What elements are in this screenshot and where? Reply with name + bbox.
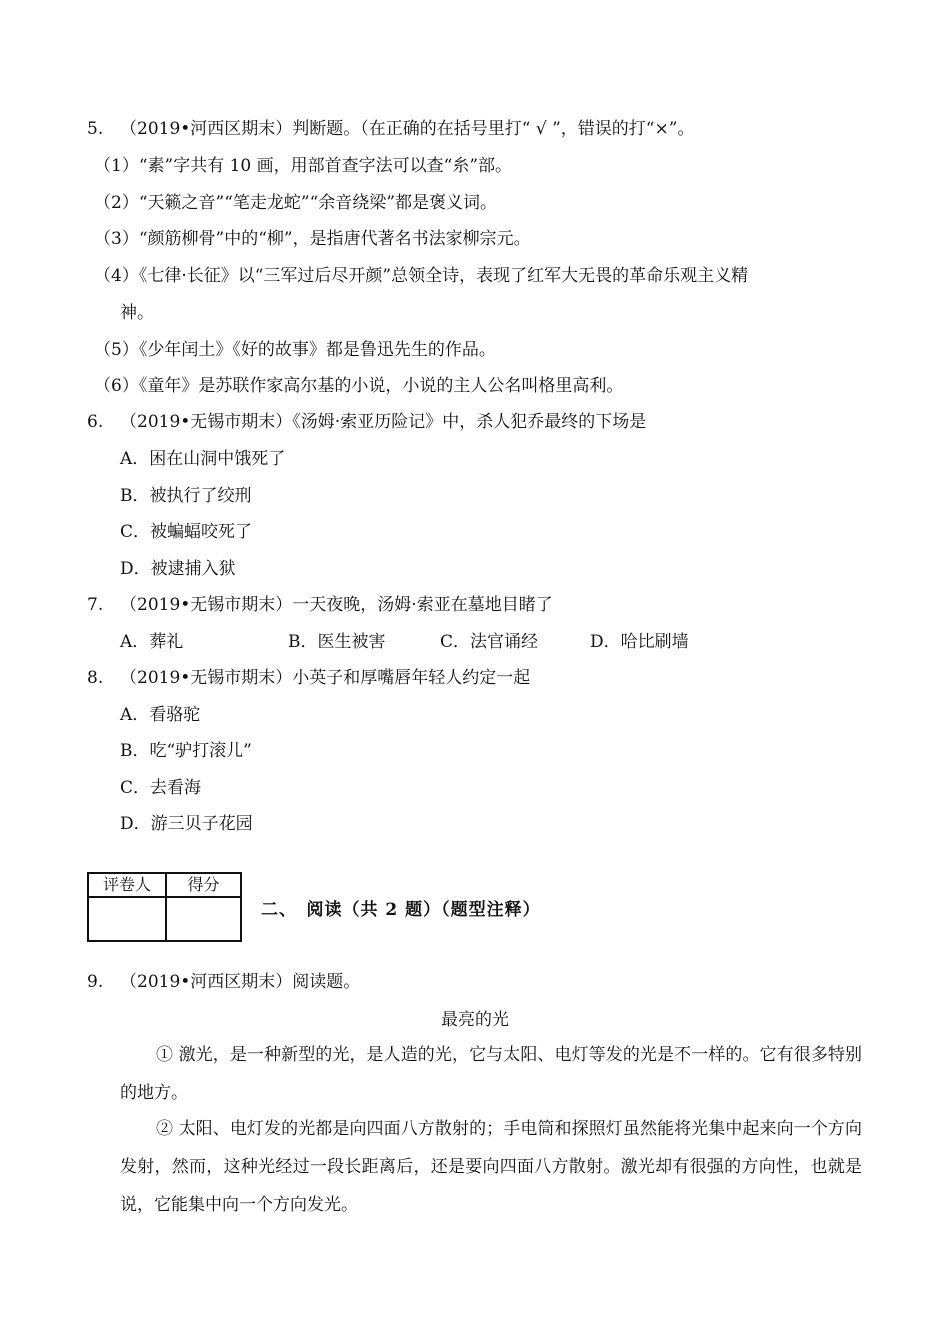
q6-number: 6. xyxy=(87,412,104,432)
reviewer-label: 评卷人 xyxy=(102,875,151,894)
q7-number: 7. xyxy=(87,595,104,615)
q5-item-3: （3）“颜筋柳骨”中的“柳”，是指唐代著名书法家柳宗元。 xyxy=(94,229,531,249)
section-title: 二、 阅读（共 2 题）（题型注释） xyxy=(261,900,541,920)
q8-option-c: C．去看海 xyxy=(120,778,202,798)
passage-paragraph-1: ① 激光，是一种新型的光，是人造的光，它与太阳、电灯等发的光是不一样的。它有很多特别的地方。 xyxy=(120,1045,862,1103)
q5-stem: （2019•河西区期末）判断题。（在正确的在括号里打“ √ ”，错误的打“×”。 xyxy=(120,119,695,139)
score-table xyxy=(87,872,242,942)
q6-option-a: A．困在山洞中饿死了 xyxy=(120,449,286,469)
q9-number: 9. xyxy=(87,972,104,992)
q7-option-a: A．葬礼 xyxy=(120,632,184,652)
q7-option-c: C．法官诵经 xyxy=(440,632,539,652)
passage-paragraph-2: ② 太阳、电灯发的光都是向四面八方散射的；手电筒和探照灯虽然能将光集中起来向一个方向发射，然而，这种光经过一段长距离后，还是要向四面八方散射。激光却有很强的方向性，也就是说，它能集中向一个方向发光。 xyxy=(120,1119,862,1215)
q5-item-1: （1）“素”字共有 10 画，用部首查字法可以查“糸”部。 xyxy=(94,156,513,176)
q8-option-d: D．游三贝子花园 xyxy=(120,814,253,834)
q5-item-4: （4）《七律·长征》以“三军过后尽开颜”总领全诗，表现了红军大无畏的革命乐观主义精 xyxy=(94,266,749,286)
score-label: 得分 xyxy=(187,875,220,894)
q6-option-d: D．被逮捕入狱 xyxy=(120,559,236,579)
q7-option-d: D．哈比刷墙 xyxy=(590,632,689,652)
q5-number: 5. xyxy=(87,119,104,139)
q8-option-b: B．吃“驴打滚儿” xyxy=(120,741,252,761)
q6-option-b: B．被执行了绞刑 xyxy=(120,486,252,506)
q5-item-5: （5）《少年闰土》《好的故事》都是鲁迅先生的作品。 xyxy=(94,340,496,360)
q8-option-a: A．看骆驼 xyxy=(120,705,201,725)
q8-stem: （2019•无锡市期末）小英子和厚嘴唇年轻人约定一起 xyxy=(120,668,531,688)
q5-item-4-cont: 神。 xyxy=(120,303,154,323)
q8-number: 8. xyxy=(87,668,104,688)
q6-option-c: C．被蝙蝠咬死了 xyxy=(120,522,253,542)
q6-stem: （2019•无锡市期末）《汤姆·索亚历险记》中，杀人犯乔最终的下场是 xyxy=(120,412,647,432)
q7-stem: （2019•无锡市期末）一天夜晚，汤姆·索亚在墓地目睹了 xyxy=(120,595,553,615)
passage-title: 最亮的光 xyxy=(441,1010,509,1030)
q7-option-b: B．医生被害 xyxy=(288,632,386,652)
q5-item-6: （6）《童年》是苏联作家高尔基的小说，小说的主人公名叫格里高利。 xyxy=(94,376,624,396)
q9-stem: （2019•河西区期末）阅读题。 xyxy=(120,972,361,992)
q5-item-2: （2）“天籁之音”“笔走龙蛇”“余音绕梁”都是褒义词。 xyxy=(94,193,497,213)
